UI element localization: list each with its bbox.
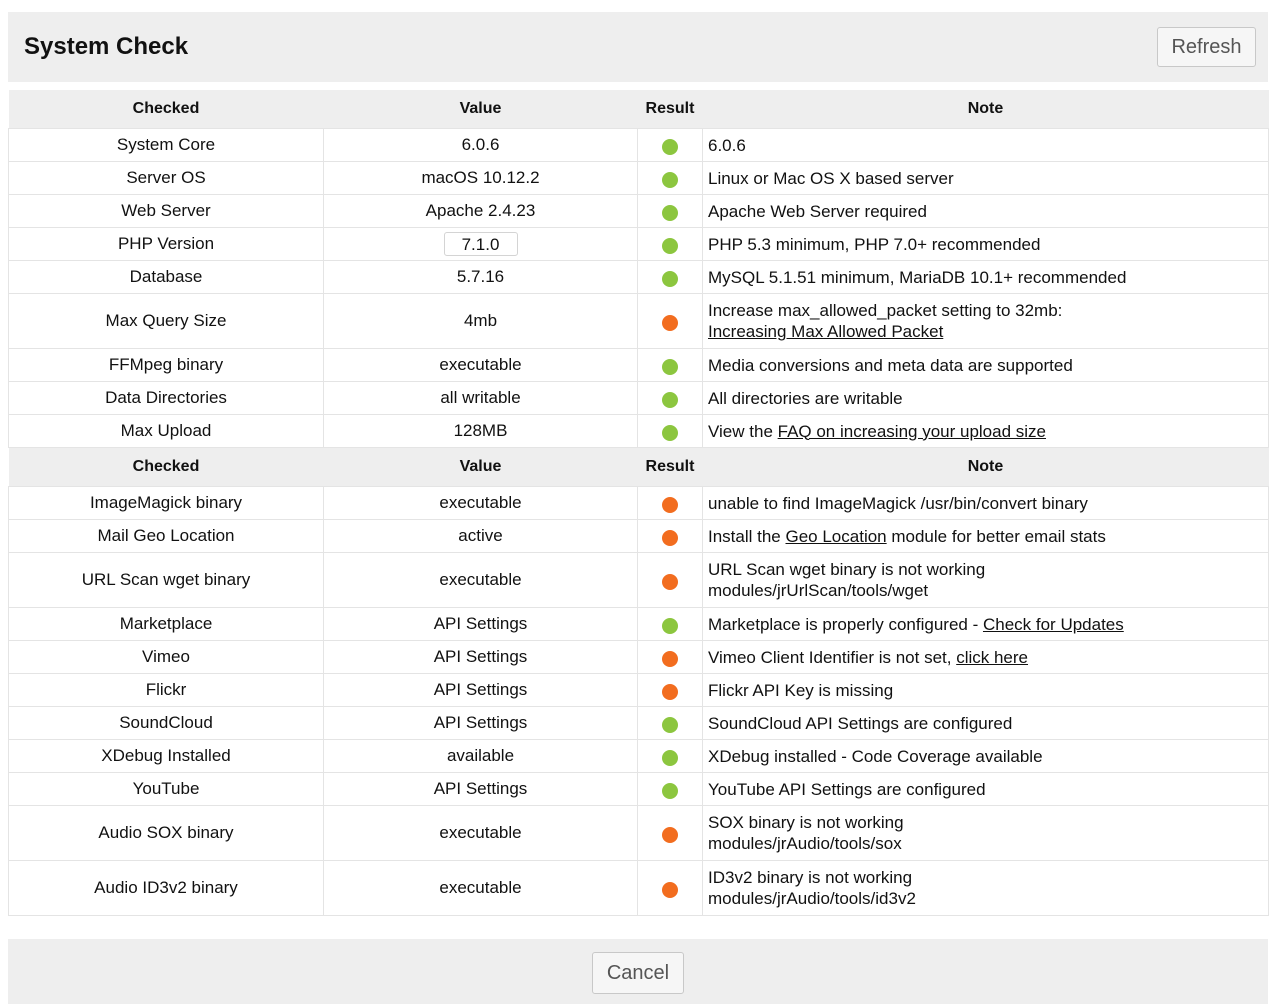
note-cell xyxy=(703,228,1269,261)
note-link[interactable]: Check for Updates xyxy=(982,614,1124,634)
table-row xyxy=(9,261,1269,294)
checked-cell: PHP Version xyxy=(9,228,324,261)
note-text: Media conversions and meta data are supported xyxy=(708,355,1073,375)
checked-cell: Audio ID3v2 binary xyxy=(9,861,324,916)
result-cell xyxy=(638,520,703,553)
green-status-dot-icon xyxy=(662,618,678,634)
table-row xyxy=(9,740,1269,773)
table-row xyxy=(9,707,1269,740)
note-cell xyxy=(703,162,1269,195)
checked-cell: Marketplace xyxy=(9,608,324,641)
green-status-dot-icon xyxy=(662,205,678,221)
table-row xyxy=(9,861,1269,916)
table-row xyxy=(9,674,1269,707)
result-cell xyxy=(638,382,703,415)
note-text: Vimeo Client Identifier is not set, xyxy=(708,647,957,667)
green-status-dot-icon xyxy=(662,359,678,375)
value-cell xyxy=(324,228,638,261)
note-link[interactable]: Increasing Max Allowed Packet xyxy=(708,322,944,341)
column-header-value: Value xyxy=(324,448,638,487)
value-cell: executable xyxy=(324,806,638,861)
table-row xyxy=(9,773,1269,806)
green-status-dot-icon xyxy=(662,750,678,766)
note-link[interactable]: click here xyxy=(956,647,1029,667)
value-cell: Apache 2.4.23 xyxy=(324,195,638,228)
note-cell xyxy=(703,806,1269,861)
note-text: Marketplace is properly configured - xyxy=(708,614,983,634)
note-cell xyxy=(703,707,1269,740)
checked-cell: Server OS xyxy=(9,162,324,195)
result-cell xyxy=(638,195,703,228)
note-cell xyxy=(703,195,1269,228)
note-cell xyxy=(703,861,1269,916)
table-row xyxy=(9,294,1269,349)
result-cell xyxy=(638,162,703,195)
note-text: modules/jrAudio/tools/sox xyxy=(708,834,902,853)
table-row xyxy=(9,349,1269,382)
orange-status-dot-icon xyxy=(662,827,678,843)
green-status-dot-icon xyxy=(662,783,678,799)
page-title: System Check xyxy=(24,33,189,60)
system-check-table-body xyxy=(9,90,1269,916)
checked-cell: SoundCloud xyxy=(9,707,324,740)
note-cell xyxy=(703,382,1269,415)
note-text: 6.0.6 xyxy=(708,135,746,155)
refresh-button[interactable]: Refresh xyxy=(1157,27,1256,67)
note-cell xyxy=(703,553,1269,608)
note-cell xyxy=(703,520,1269,553)
value-cell: API Settings xyxy=(324,641,638,674)
checked-cell: Database xyxy=(9,261,324,294)
value-cell: all writable xyxy=(324,382,638,415)
note-text: unable to find ImageMagick /usr/bin/convert binary xyxy=(708,493,1088,513)
value-cell: 6.0.6 xyxy=(324,129,638,162)
column-header-result: Result xyxy=(638,448,703,487)
green-status-dot-icon xyxy=(662,717,678,733)
table-row xyxy=(9,382,1269,415)
checked-cell: Vimeo xyxy=(9,641,324,674)
checked-cell: Flickr xyxy=(9,674,324,707)
result-cell xyxy=(638,861,703,916)
note-text: modules/jrUrlScan/tools/wget xyxy=(708,581,929,600)
orange-status-dot-icon xyxy=(662,530,678,546)
result-cell xyxy=(638,740,703,773)
column-header-result: Result xyxy=(638,90,703,129)
orange-status-dot-icon xyxy=(662,497,678,513)
checked-cell: System Core xyxy=(9,129,324,162)
note-text: MySQL 5.1.51 minimum, MariaDB 10.1+ recommended xyxy=(708,267,1127,287)
table-row xyxy=(9,487,1269,520)
checked-cell: Data Directories xyxy=(9,382,324,415)
value-cell: macOS 10.12.2 xyxy=(324,162,638,195)
system-check-table xyxy=(8,90,1269,916)
orange-status-dot-icon xyxy=(662,315,678,331)
checked-cell: ImageMagick binary xyxy=(9,487,324,520)
column-header-checked: Checked xyxy=(9,448,324,487)
note-cell xyxy=(703,349,1269,382)
value-cell: 5.7.16 xyxy=(324,261,638,294)
page-header xyxy=(8,12,1268,82)
note-text: Linux or Mac OS X based server xyxy=(708,168,954,188)
value-cell: API Settings xyxy=(324,707,638,740)
checked-cell: Web Server xyxy=(9,195,324,228)
result-cell xyxy=(638,487,703,520)
column-header-value: Value xyxy=(324,90,638,129)
value-cell: executable xyxy=(324,487,638,520)
table-row xyxy=(9,195,1269,228)
orange-status-dot-icon xyxy=(662,574,678,590)
note-cell xyxy=(703,674,1269,707)
value-cell: API Settings xyxy=(324,674,638,707)
note-cell xyxy=(703,294,1269,349)
table-row xyxy=(9,415,1269,448)
table-row xyxy=(9,806,1269,861)
note-cell xyxy=(703,487,1269,520)
table-row xyxy=(9,520,1269,553)
result-cell xyxy=(638,806,703,861)
checked-cell: URL Scan wget binary xyxy=(9,553,324,608)
result-cell xyxy=(638,707,703,740)
checked-cell: XDebug Installed xyxy=(9,740,324,773)
checked-cell: Max Query Size xyxy=(9,294,324,349)
value-cell: API Settings xyxy=(324,608,638,641)
checked-cell: Mail Geo Location xyxy=(9,520,324,553)
checked-cell: YouTube xyxy=(9,773,324,806)
green-status-dot-icon xyxy=(662,392,678,408)
value-cell: executable xyxy=(324,349,638,382)
table-row xyxy=(9,553,1269,608)
note-text: Apache Web Server required xyxy=(708,201,927,221)
page-footer xyxy=(8,939,1268,1004)
note-text: Install the xyxy=(708,526,786,546)
orange-status-dot-icon xyxy=(662,651,678,667)
table-row xyxy=(9,129,1269,162)
note-text: URL Scan wget binary is not working xyxy=(708,560,986,579)
note-cell xyxy=(703,773,1269,806)
note-cell xyxy=(703,608,1269,641)
value-cell: 128MB xyxy=(324,415,638,448)
note-text: modules/jrAudio/tools/id3v2 xyxy=(708,889,916,908)
result-cell xyxy=(638,294,703,349)
note-link[interactable]: FAQ on increasing your upload size xyxy=(777,421,1046,441)
note-text: SoundCloud API Settings are configured xyxy=(708,713,1013,733)
note-cell xyxy=(703,261,1269,294)
note-text: View the xyxy=(708,421,778,441)
orange-status-dot-icon xyxy=(662,882,678,898)
note-cell xyxy=(703,740,1269,773)
note-text: XDebug installed - Code Coverage available xyxy=(708,746,1043,766)
note-link[interactable]: Geo Location xyxy=(785,526,887,546)
result-cell xyxy=(638,641,703,674)
result-cell xyxy=(638,608,703,641)
table-header-row xyxy=(9,90,1269,129)
checked-cell: FFMpeg binary xyxy=(9,349,324,382)
value-cell: available xyxy=(324,740,638,773)
result-cell xyxy=(638,773,703,806)
orange-status-dot-icon xyxy=(662,684,678,700)
note-cell xyxy=(703,129,1269,162)
value-cell: active xyxy=(324,520,638,553)
value-cell: 4mb xyxy=(324,294,638,349)
checked-cell: Max Upload xyxy=(9,415,324,448)
note-text: ID3v2 binary is not working xyxy=(708,868,913,887)
table-row xyxy=(9,608,1269,641)
result-cell xyxy=(638,228,703,261)
column-header-note: Note xyxy=(703,448,1269,487)
value-cell: executable xyxy=(324,861,638,916)
table-row xyxy=(9,641,1269,674)
note-text: PHP 5.3 minimum, PHP 7.0+ recommended xyxy=(708,234,1041,254)
note-text: All directories are writable xyxy=(708,388,903,408)
green-status-dot-icon xyxy=(662,238,678,254)
result-cell xyxy=(638,349,703,382)
value-cell: executable xyxy=(324,553,638,608)
column-header-checked: Checked xyxy=(9,90,324,129)
note-text: module for better email stats xyxy=(886,526,1106,546)
result-cell xyxy=(638,129,703,162)
note-text: Increase max_allowed_packet setting to 32mb: xyxy=(708,301,1063,320)
table-header-row xyxy=(9,448,1269,487)
note-text: SOX binary is not working xyxy=(708,813,904,832)
result-cell xyxy=(638,674,703,707)
note-cell xyxy=(703,415,1269,448)
table-row xyxy=(9,228,1269,261)
note-cell xyxy=(703,641,1269,674)
value-badge: 7.1.0 xyxy=(444,232,518,256)
note-text: YouTube API Settings are configured xyxy=(708,779,986,799)
result-cell xyxy=(638,261,703,294)
result-cell xyxy=(638,553,703,608)
cancel-button[interactable]: Cancel xyxy=(592,952,684,994)
green-status-dot-icon xyxy=(662,172,678,188)
green-status-dot-icon xyxy=(662,271,678,287)
checked-cell: Audio SOX binary xyxy=(9,806,324,861)
result-cell xyxy=(638,415,703,448)
column-header-note: Note xyxy=(703,90,1269,129)
note-text: Flickr API Key is missing xyxy=(708,680,894,700)
green-status-dot-icon xyxy=(662,139,678,155)
green-status-dot-icon xyxy=(662,425,678,441)
value-cell: API Settings xyxy=(324,773,638,806)
table-row xyxy=(9,162,1269,195)
